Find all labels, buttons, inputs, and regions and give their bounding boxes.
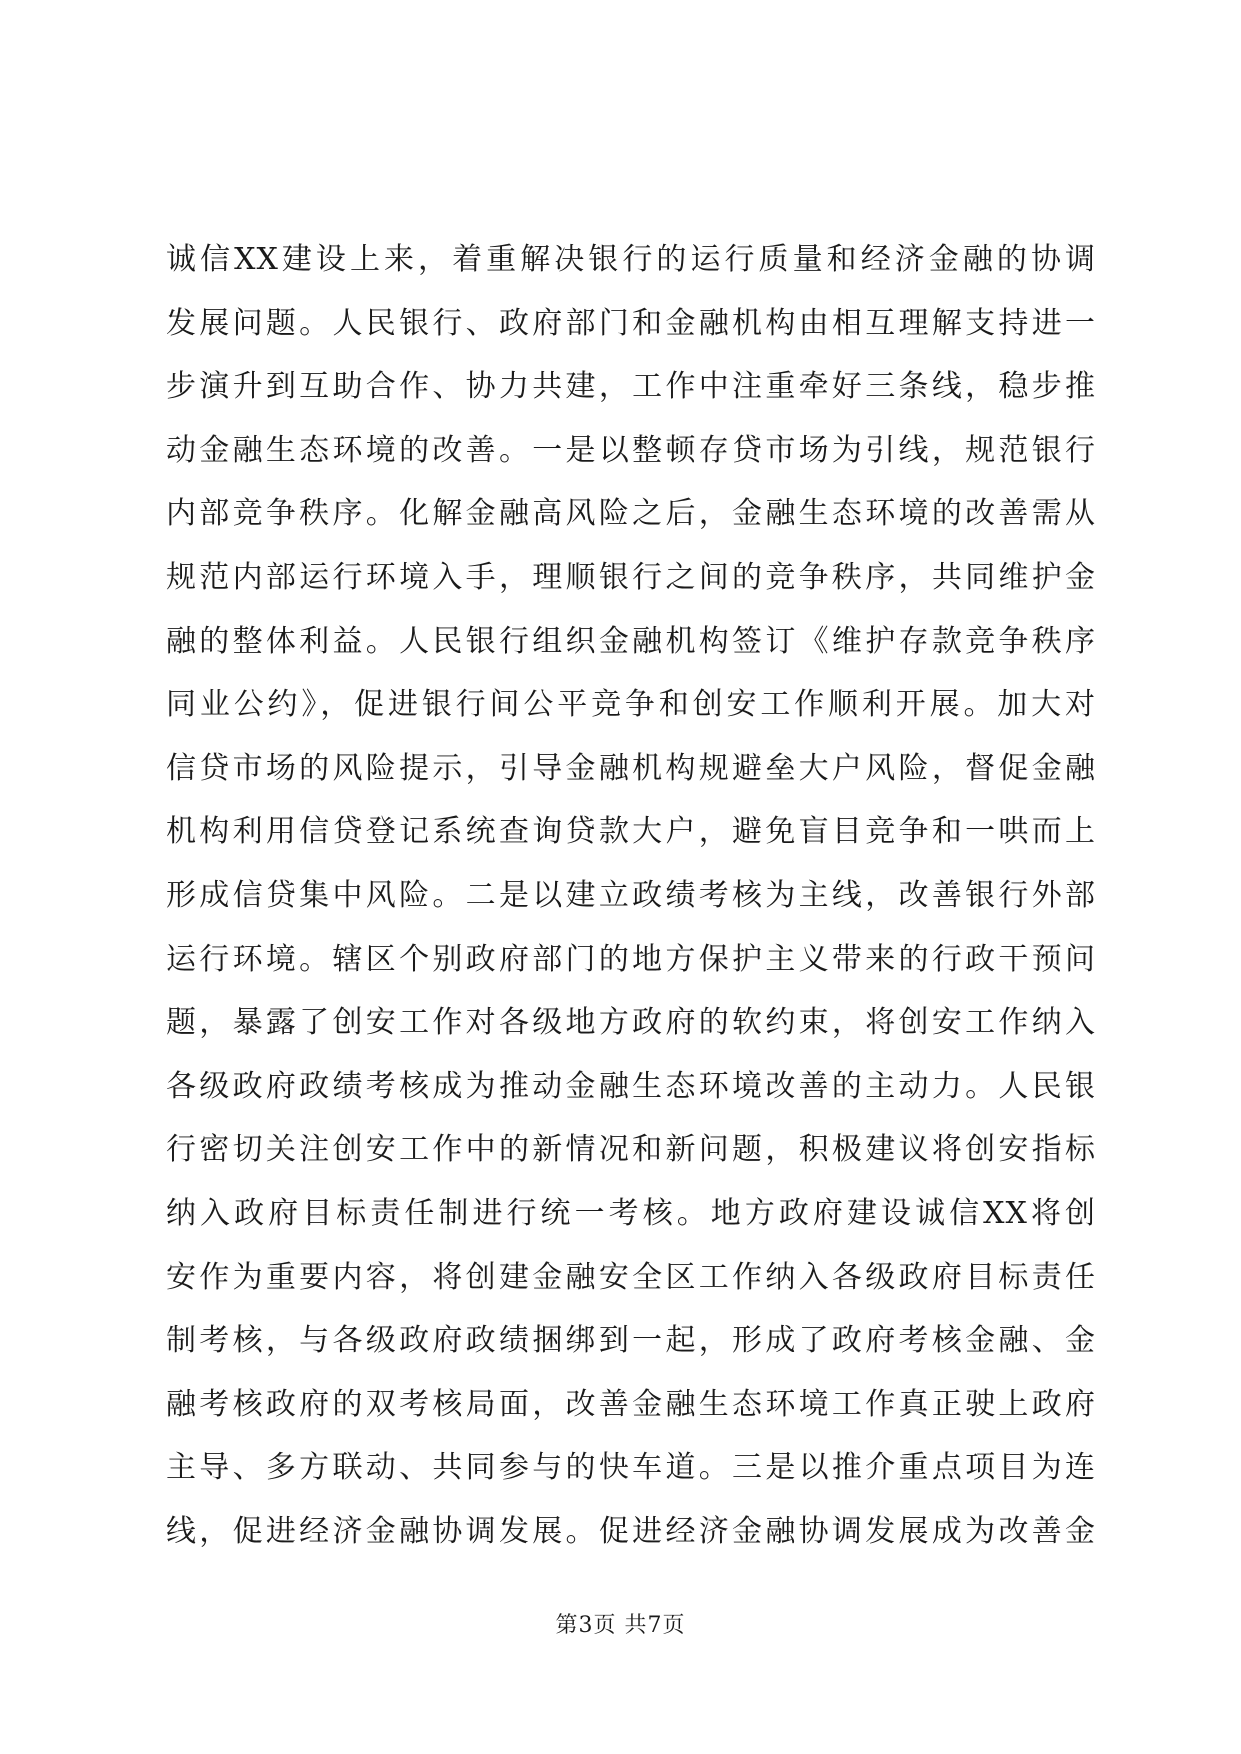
text-line: 主导、多方联动、共同参与的快车道。三是以推介重点项目为连 (166, 1450, 1096, 1486)
text-line: 同业公约》，促进银行间公平竞争和创安工作顺利开展。加大对 (166, 687, 1096, 723)
text-line: 机构利用信贷登记系统查询贷款大户，避免盲目竞争和一哄而上 (166, 814, 1096, 850)
text-line: 纳入政府目标责任制进行统一考核。地方政府建设诚信XX将创 (166, 1195, 1096, 1231)
text-line: 线，促进经济金融协调发展。促进经济金融协调发展成为改善金 (166, 1513, 1096, 1549)
text-line: 各级政府政绩考核成为推动金融生态环境改善的主动力。人民银 (166, 1068, 1096, 1104)
text-line: 步演升到互助合作、协力共建，工作中注重牵好三条线，稳步推 (166, 369, 1096, 405)
text-line: 题，暴露了创安工作对各级地方政府的软约束，将创安工作纳入 (166, 1005, 1096, 1041)
body-text (166, 228, 1096, 1563)
text-line: 融考核政府的双考核局面，改善金融生态环境工作真正驶上政府 (166, 1386, 1096, 1422)
text-line: 运行环境。辖区个别政府部门的地方保护主义带来的行政干预问 (166, 941, 1096, 977)
text-line: 安作为重要内容，将创建金融安全区工作纳入各级政府目标责任 (166, 1259, 1096, 1295)
text-line: 规范内部运行环境入手，理顺银行之间的竞争秩序，共同维护金 (166, 559, 1096, 595)
text-line: 诚信XX建设上来，着重解决银行的运行质量和经济金融的协调 (166, 242, 1096, 277)
text-line: 信贷市场的风险提示，引导金融机构规避垒大户风险，督促金融 (166, 750, 1096, 786)
text-line: 行密切关注创安工作中的新情况和新问题，积极建议将创安指标 (166, 1132, 1096, 1168)
text-line: 制考核，与各级政府政绩捆绑到一起，形成了政府考核金融、金 (166, 1323, 1096, 1359)
page-footer: 第3页 共7页 (555, 1613, 686, 1638)
text-line: 动金融生态环境的改善。一是以整顿存贷市场为引线，规范银行 (166, 432, 1096, 468)
text-line: 内部竞争秩序。化解金融高风险之后，金融生态环境的改善需从 (166, 496, 1096, 532)
text-line: 发展问题。人民银行、政府部门和金融机构由相互理解支持进一 (166, 305, 1096, 341)
text-line: 融的整体利益。人民银行组织金融机构签订《维护存款竞争秩序 (166, 623, 1096, 659)
text-line: 形成信贷集中风险。二是以建立政绩考核为主线，改善银行外部 (166, 877, 1096, 913)
